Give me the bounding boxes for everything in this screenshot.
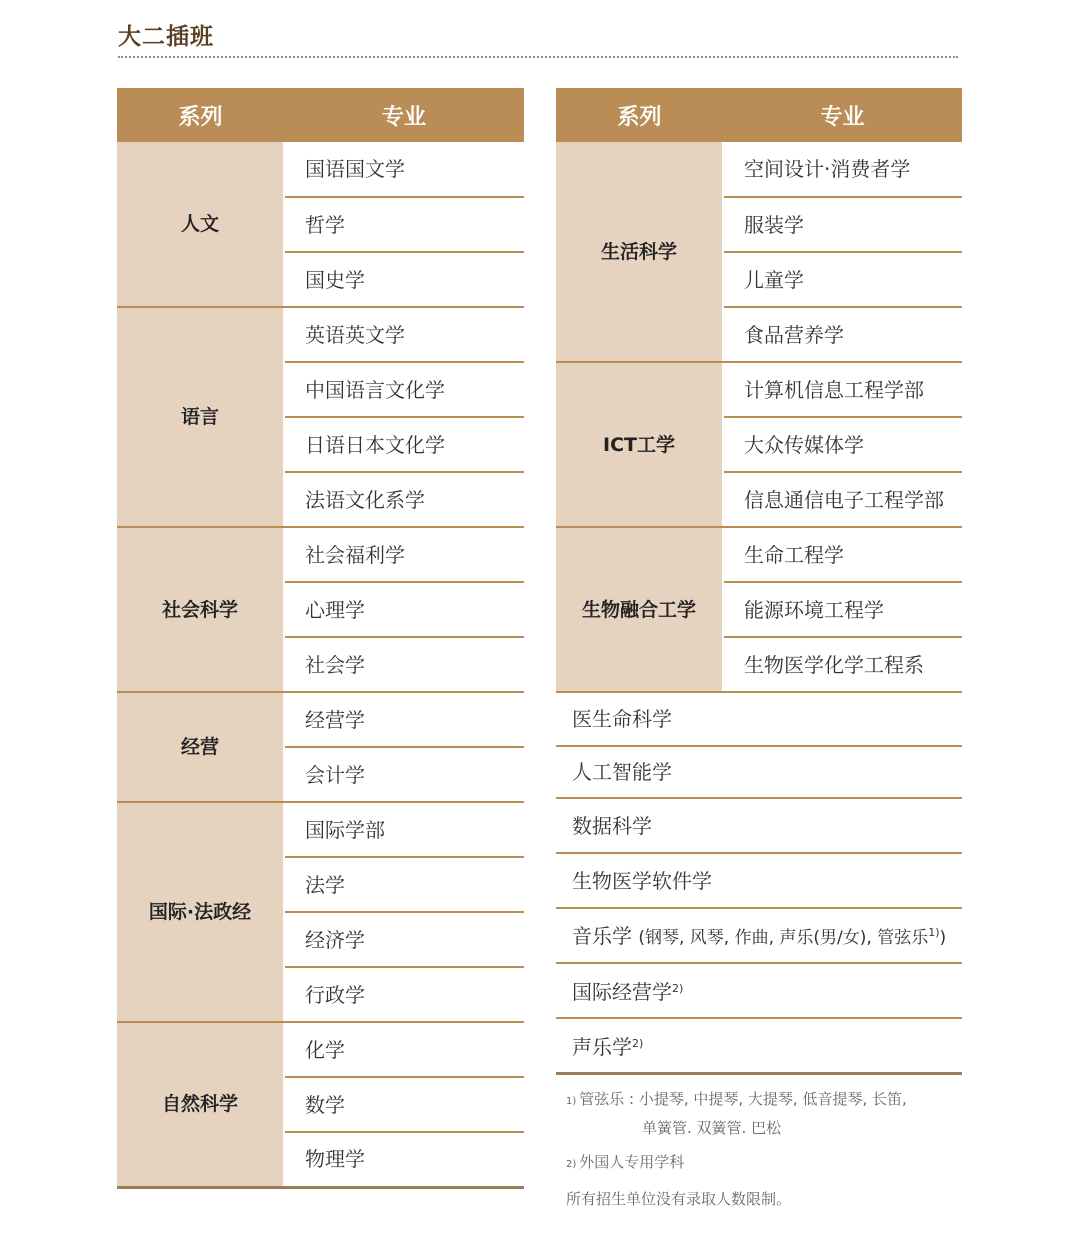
- major-cell: 哲学: [284, 197, 524, 252]
- major-cell: 社会学: [284, 637, 524, 692]
- table-row: [556, 746, 962, 798]
- footnote-1-continued: 单簧管. 双簧管. 巴松: [642, 1119, 782, 1137]
- table-row: [556, 362, 962, 417]
- music-label: 音乐学: [572, 924, 632, 948]
- music-close: ): [939, 928, 947, 948]
- category-social-science: 社会科学: [117, 527, 284, 692]
- major-cell: 物理学: [284, 1132, 524, 1187]
- header-major: 专业: [284, 88, 524, 142]
- major-cell: [556, 1018, 962, 1073]
- note-no-limit: 所有招生单位没有录取人数限制。: [566, 1190, 792, 1208]
- table-row: [117, 1022, 524, 1077]
- major-cell: 生物医学软件学: [556, 853, 962, 908]
- major-cell: 数学: [284, 1077, 524, 1132]
- major-cell: 生命工程学: [723, 527, 962, 582]
- major-cell: 人工智能学: [556, 746, 962, 798]
- major-cell: 信息通信电子工程学部: [723, 472, 962, 527]
- footnote-mark: 2): [566, 1159, 577, 1170]
- table-header: [556, 88, 962, 142]
- category-humanities: 人文: [117, 142, 284, 307]
- major-cell: 生物医学化学工程系: [723, 637, 962, 692]
- vocal-label: 声乐学: [572, 1034, 632, 1059]
- major-cell: 法学: [284, 857, 524, 912]
- footnote-mark: 1): [566, 1096, 577, 1107]
- table-row: [117, 307, 524, 362]
- major-cell: 心理学: [284, 582, 524, 637]
- category-ict-engineering: ICT工学: [556, 362, 723, 527]
- table-row: [556, 798, 962, 853]
- major-cell: 数据科学: [556, 798, 962, 853]
- major-cell: 空间设计·消费者学: [723, 142, 962, 197]
- header-series: 系列: [117, 88, 284, 142]
- dotted-divider: [118, 56, 958, 58]
- major-cell: 国语国文学: [284, 142, 524, 197]
- table-row: [556, 142, 962, 197]
- table-row: [117, 802, 524, 857]
- major-cell: 国际学部: [284, 802, 524, 857]
- footnote-text: 管弦乐 : 小提琴, 中提琴, 大提琴, 低音提琴, 长笛,: [579, 1090, 907, 1108]
- major-cell: 行政学: [284, 967, 524, 1022]
- footnote-ref-2: 2): [632, 1036, 644, 1050]
- table-row: [556, 963, 962, 1018]
- major-cell: 社会福利学: [284, 527, 524, 582]
- table-row: [556, 527, 962, 582]
- category-business: 经营: [117, 692, 284, 802]
- header-major: 专业: [723, 88, 962, 142]
- category-language: 语言: [117, 307, 284, 527]
- music-major-cell: [556, 908, 962, 963]
- table-row: [117, 692, 524, 747]
- table-row: [556, 853, 962, 908]
- table-row: [117, 142, 524, 197]
- table-row: [117, 527, 524, 582]
- footnote-ref-2: 2): [672, 982, 684, 995]
- category-bio-convergence-engineering: 生物融合工学: [556, 527, 723, 692]
- major-cell: 医生命科学: [556, 692, 962, 746]
- major-cell: 食品营养学: [723, 307, 962, 362]
- major-cell: 经营学: [284, 692, 524, 747]
- major-cell: 能源环境工程学: [723, 582, 962, 637]
- table-row: [556, 1018, 962, 1073]
- intl-business-label: 国际经营学: [572, 980, 672, 1004]
- footnote-ref-1: 1): [928, 926, 940, 939]
- right-major-table: [556, 88, 962, 1075]
- table-header: [117, 88, 524, 142]
- major-cell: 服装学: [723, 197, 962, 252]
- major-cell: 中国语言文化学: [284, 362, 524, 417]
- table-row: [556, 692, 962, 746]
- major-cell: 法语文化系学: [284, 472, 524, 527]
- major-cell: 儿童学: [723, 252, 962, 307]
- table-row: [556, 908, 962, 963]
- major-cell: 计算机信息工程学部: [723, 362, 962, 417]
- category-international-law-politics-economics: 国际·法政经: [117, 802, 284, 1022]
- music-detail: (钢琴, 风琴, 作曲, 声乐(男/女), 管弦乐: [638, 928, 929, 948]
- major-cell: [556, 963, 962, 1018]
- major-cell: 化学: [284, 1022, 524, 1077]
- major-cell: 会计学: [284, 747, 524, 802]
- page-title: 大二插班: [118, 24, 214, 50]
- left-major-table: [117, 88, 524, 1189]
- major-cell: 经济学: [284, 912, 524, 967]
- footnote-text: 外国人专用学科: [579, 1153, 685, 1171]
- category-life-science: 生活科学: [556, 142, 723, 362]
- major-cell: 大众传媒体学: [723, 417, 962, 472]
- major-cell: 日语日本文化学: [284, 417, 524, 472]
- footnote-1: [566, 1086, 907, 1115]
- footnote-2: [566, 1149, 907, 1178]
- footnotes: [566, 1086, 907, 1212]
- category-natural-science: 自然科学: [117, 1022, 284, 1187]
- major-cell: 国史学: [284, 252, 524, 307]
- major-cell: 英语英文学: [284, 307, 524, 362]
- header-series: 系列: [556, 88, 723, 142]
